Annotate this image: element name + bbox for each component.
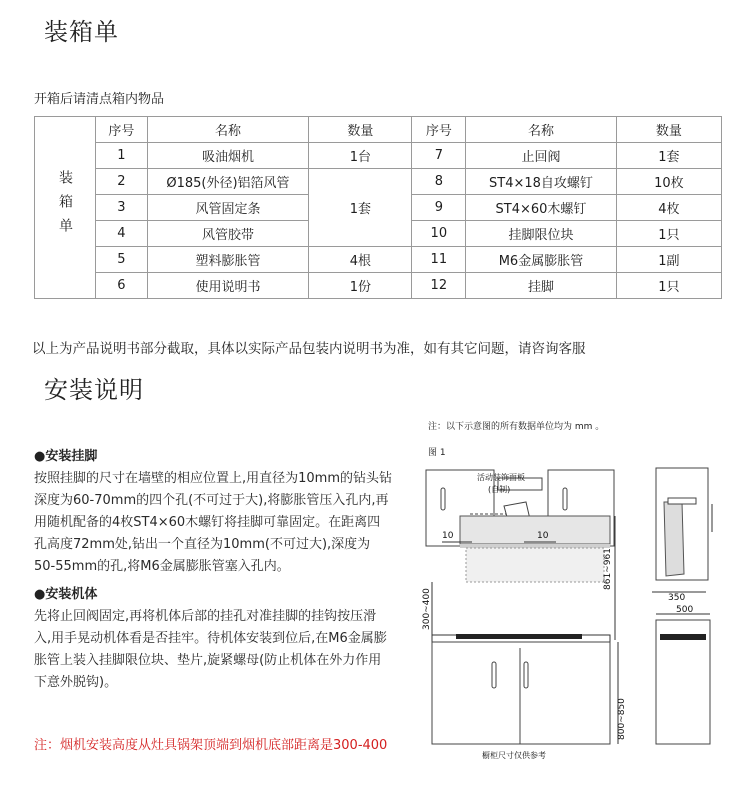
side-label-cell bbox=[35, 117, 96, 299]
cell-qty: 10枚 bbox=[616, 169, 721, 195]
section2-line: 胀管上装入挂脚限位块、垫片,旋紧螺母(防止机体在外力作用 bbox=[34, 653, 382, 668]
cell-qty: 1套 bbox=[616, 143, 721, 169]
dim-350: 350 bbox=[668, 593, 686, 603]
cell-no: 7 bbox=[412, 143, 466, 169]
section2-line: 入,用手晃动机体看是否挂牢。待机体安装到位后,在M6金属膨 bbox=[34, 631, 387, 646]
stove-icon bbox=[456, 634, 582, 639]
cell-qty: 1份 bbox=[309, 273, 412, 299]
cell-no: 3 bbox=[96, 195, 148, 221]
cell-name: 风管胶带 bbox=[147, 221, 309, 247]
section1-line: 用随机配备的4枚ST4×60木螺钉将挂脚可靠固定。在距离四 bbox=[34, 515, 381, 530]
section1-line: 孔高度72mm处,钻出一个直径为10mm(不可过大),深度为 bbox=[34, 537, 371, 552]
cell-name: 使用说明书 bbox=[147, 273, 309, 299]
panel-label-1: 活动装饰面板 bbox=[477, 473, 525, 482]
cell-name: ST4×60木螺钉 bbox=[466, 195, 616, 221]
section2-line: 先将止回阀固定,再将机体后部的挂孔对准挂脚的挂钩按压滑 bbox=[34, 609, 377, 624]
cell-qty: 4枚 bbox=[616, 195, 721, 221]
hood-body-ghost bbox=[466, 548, 604, 582]
cell-name: 止回阀 bbox=[466, 143, 616, 169]
cell-name: Ø185(外径)铝箔风管 bbox=[147, 169, 309, 195]
dim-500: 500 bbox=[676, 605, 694, 615]
panel-label-2: (自制) bbox=[488, 485, 511, 494]
cell-no: 1 bbox=[96, 143, 148, 169]
hood-band bbox=[460, 516, 610, 544]
side-label: 装箱单 bbox=[57, 169, 73, 242]
cell-name: M6金属膨胀管 bbox=[466, 247, 616, 273]
cell-name: ST4×18自攻螺钉 bbox=[466, 169, 616, 195]
cell-qty-merged: 1套 bbox=[309, 169, 412, 247]
side-hood-top bbox=[668, 498, 696, 504]
table-header-row bbox=[35, 117, 722, 143]
cell-qty: 1只 bbox=[616, 221, 721, 247]
packing-table bbox=[34, 116, 722, 299]
cell-no: 12 bbox=[412, 273, 466, 299]
section2-title: ●安装机体 bbox=[34, 587, 98, 602]
cell-name: 风管固定条 bbox=[147, 195, 309, 221]
cell-no: 5 bbox=[96, 247, 148, 273]
cell-no: 9 bbox=[412, 195, 466, 221]
unit-note: 注：以下示意图的所有数据单位均为 mm 。 bbox=[428, 422, 605, 432]
fig-label: 图 1 bbox=[428, 448, 446, 458]
section1-line: 深度为60-70mm的四个孔(不可过于大),将膨胀管压入孔内,再 bbox=[34, 493, 389, 508]
dim-861-961: 861~961 bbox=[603, 548, 613, 590]
diagram-caption: 橱柜尺寸仅供参考 bbox=[482, 751, 546, 760]
table-row bbox=[35, 143, 722, 169]
side-stove-icon bbox=[660, 634, 706, 640]
cell-qty: 4根 bbox=[309, 247, 412, 273]
section1-line: 50-55mm的孔,将M6金属膨胀管塞入孔内。 bbox=[34, 559, 290, 574]
cell-no: 11 bbox=[412, 247, 466, 273]
table-row bbox=[35, 169, 722, 195]
cell-no: 2 bbox=[96, 169, 148, 195]
hood-edge bbox=[460, 544, 610, 548]
table-row bbox=[35, 273, 722, 299]
header-cell: 序号 bbox=[412, 117, 466, 143]
section2-line: 下意外脱钩)。 bbox=[34, 675, 118, 690]
header-cell: 名称 bbox=[147, 117, 309, 143]
cabinet-handle-icon bbox=[441, 488, 445, 510]
packing-title: 装箱单 bbox=[44, 18, 119, 46]
cell-qty: 1只 bbox=[616, 273, 721, 299]
cabinet-handle-icon bbox=[492, 662, 496, 688]
cell-name: 挂脚限位块 bbox=[466, 221, 616, 247]
dim-800-850: 800~850 bbox=[617, 698, 627, 740]
cell-no: 8 bbox=[412, 169, 466, 195]
cabinet-handle-icon bbox=[524, 662, 528, 688]
dim-300-400: 300~400 bbox=[422, 588, 432, 630]
section1-title: ●安装挂脚 bbox=[34, 449, 98, 464]
cell-qty: 1副 bbox=[616, 247, 721, 273]
packing-note: 以上为产品说明书部分截取，具体以实际产品包装内说明书为准，如有其它问题，请咨询客服 bbox=[32, 341, 586, 357]
cell-no: 4 bbox=[96, 221, 148, 247]
dim-10-right: 10 bbox=[537, 531, 549, 541]
dim-10-left: 10 bbox=[442, 531, 454, 541]
header-cell: 数量 bbox=[309, 117, 412, 143]
cell-no: 10 bbox=[412, 221, 466, 247]
header-cell: 数量 bbox=[616, 117, 721, 143]
side-hood-icon bbox=[664, 502, 684, 576]
section1-line: 按照挂脚的尺寸在墙壁的相应位置上,用直径为10mm的钻头钻 bbox=[34, 471, 393, 486]
header-cell: 序号 bbox=[96, 117, 148, 143]
installation-diagram bbox=[420, 440, 740, 770]
install-instructions bbox=[34, 446, 404, 694]
cell-name: 挂脚 bbox=[466, 273, 616, 299]
install-title: 安装说明 bbox=[44, 376, 144, 404]
cell-qty: 1台 bbox=[309, 143, 412, 169]
table-row bbox=[35, 247, 722, 273]
cabinet-handle-icon bbox=[563, 488, 567, 510]
cell-name: 吸油烟机 bbox=[147, 143, 309, 169]
header-cell: 名称 bbox=[466, 117, 616, 143]
packing-subtitle: 开箱后请清点箱内物品 bbox=[34, 92, 165, 107]
lower-cabinet bbox=[432, 642, 610, 744]
cell-name: 塑料膨胀管 bbox=[147, 247, 309, 273]
cell-no: 6 bbox=[96, 273, 148, 299]
install-warning: 注：烟机安装高度从灶具锅架顶端到烟机底部距离是300-400 bbox=[34, 738, 388, 753]
